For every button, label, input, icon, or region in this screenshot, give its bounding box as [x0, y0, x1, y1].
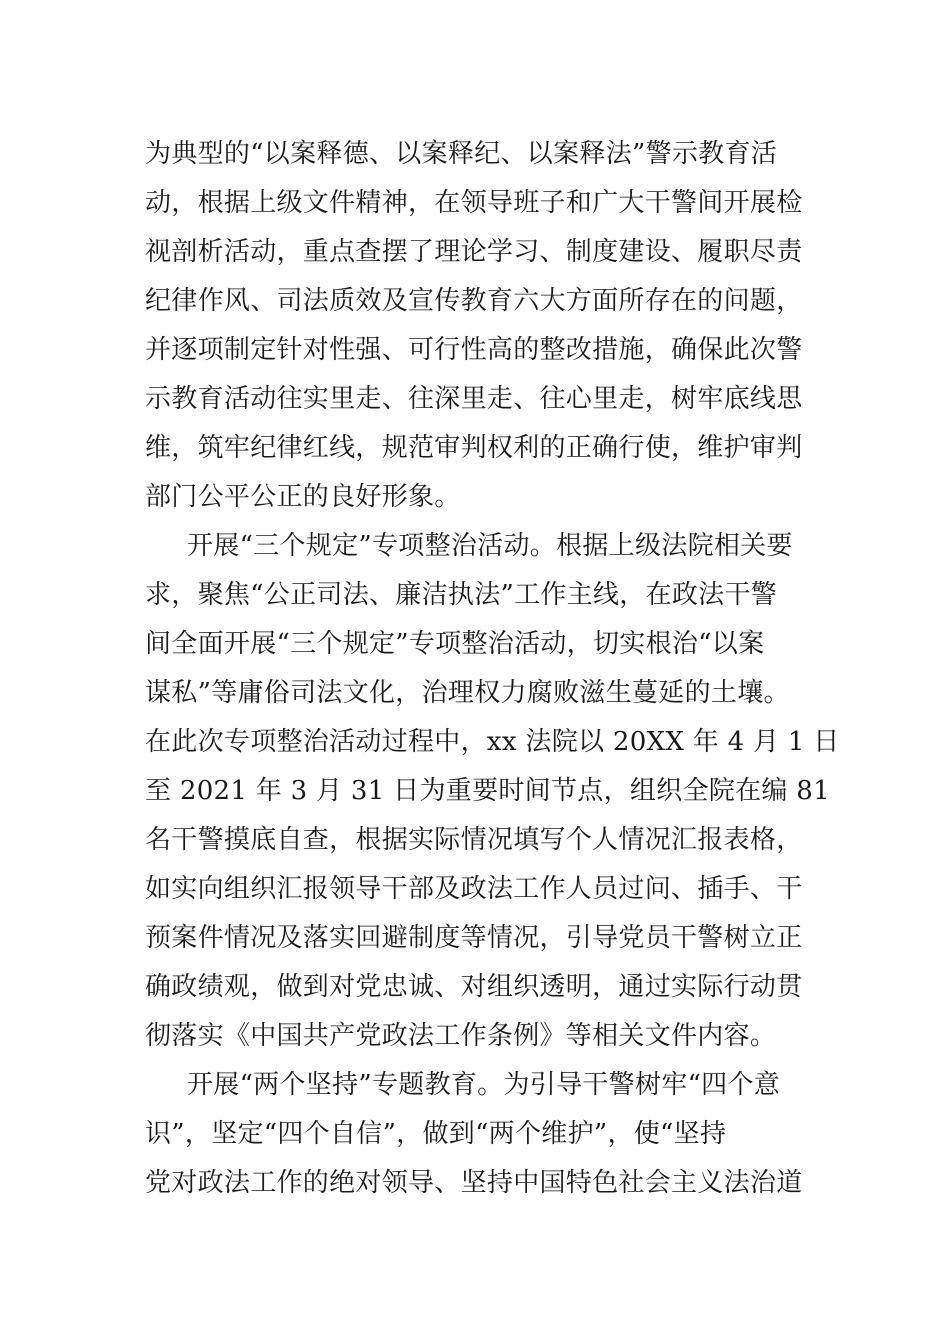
text-line: 纪律作风、司法质效及宣传教育六大方面所存在的问题， — [145, 286, 803, 316]
paragraph-first-line: 开展“三个规定”专项整治活动。根据上级法院相关要 — [187, 531, 793, 561]
text-line: 谋私”等庸俗司法文化，治理权力腐败滋生蔓延的土壤。 — [145, 678, 790, 708]
text-line: 间全面开展“三个规定”专项整治活动，切实根治“以案 — [145, 629, 765, 659]
text-line: 视剖析活动，重点查摆了理论学习、制度建设、履职尽责 — [145, 237, 803, 267]
paragraph-first-line: 开展“两个坚持”专题教育。为引导干警树牢“四个意 — [187, 1070, 781, 1100]
text-line: 至 2021 年 3 月 31 日为重要时间节点，组织全院在编 81 — [145, 776, 830, 806]
text-line: 部门公平公正的良好形象。 — [145, 482, 461, 512]
text-line: 示教育活动往实里走、往深里走、往心里走，树牢底线思 — [145, 384, 803, 414]
text-line: 如实向组织汇报领导干部及政法工作人员过问、插手、干 — [145, 874, 803, 904]
text-line: 预案件情况及落实回避制度等情况，引导党员干警树立正 — [145, 923, 803, 953]
text-line: 动，根据上级文件精神，在领导班子和广大干警间开展检 — [145, 188, 803, 218]
document-body — [145, 130, 840, 1208]
text-line: 识”，坚定“四个自信”，做到“两个维护”，使“坚持 — [145, 1119, 727, 1149]
text-line: 在此次专项整治活动过程中，xx 法院以 20XX 年 4 月 1 日 — [145, 727, 840, 757]
text-line: 彻落实《中国共产党政法工作条例》等相关文件内容。 — [145, 1021, 777, 1051]
text-line: 维，筑牢纪律红线，规范审判权利的正确行使，维护审判 — [145, 433, 803, 463]
text-line: 求，聚焦“公正司法、廉洁执法”工作主线，在政法干警 — [145, 580, 778, 610]
text-line: 党对政法工作的绝对领导、坚持中国特色社会主义法治道 — [145, 1168, 803, 1198]
text-line: 确政绩观，做到对党忠诚、对组织透明，通过实际行动贯 — [145, 972, 803, 1002]
text-line: 并逐项制定针对性强、可行性高的整改措施，确保此次警 — [145, 335, 803, 365]
text-line: 名干警摸底自查，根据实际情况填写个人情况汇报表格， — [145, 825, 803, 855]
text-line: 为典型的“以案释德、以案释纪、以案释法”警示教育活 — [145, 139, 778, 169]
